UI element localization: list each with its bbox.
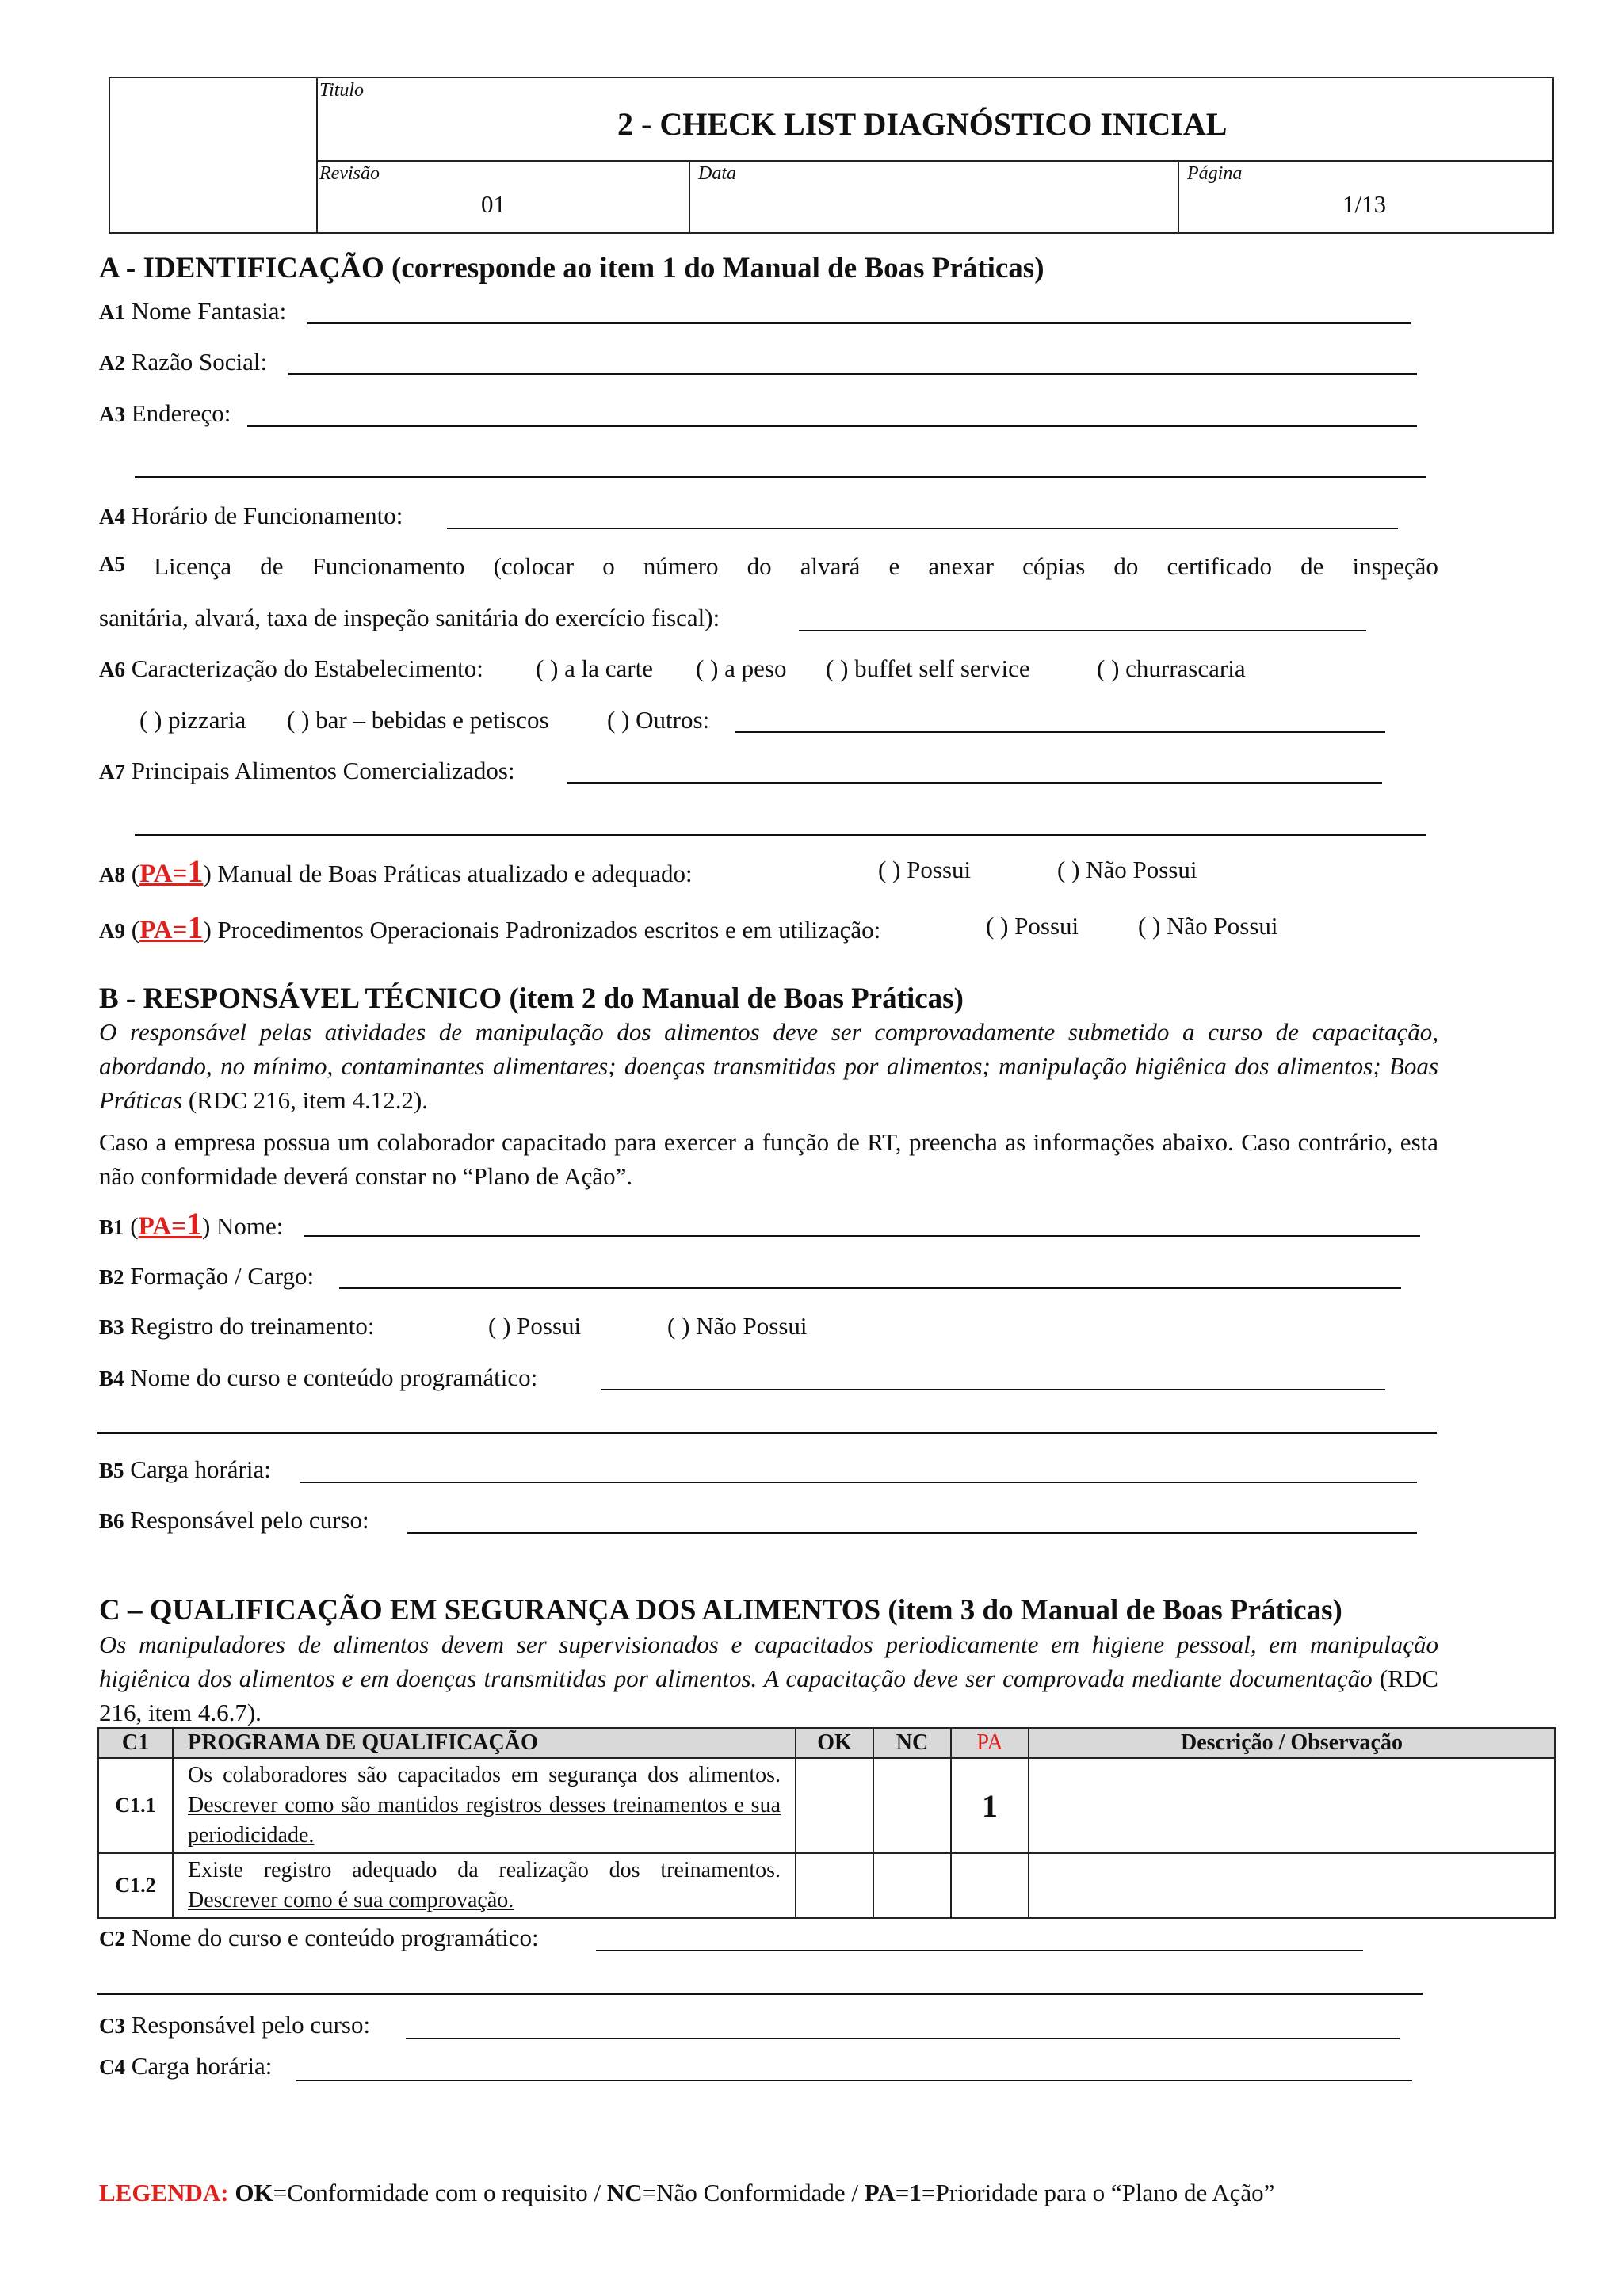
b3-possui-option[interactable]: ( ) Possui <box>488 1312 582 1340</box>
a9-pa-number: 1 <box>187 910 204 945</box>
b1-pa-number: 1 <box>185 1206 202 1241</box>
a5-word: Licença <box>154 552 232 580</box>
legend-nc-desc: =Não Conformidade / <box>642 2179 865 2206</box>
c4-code: C4 <box>99 2055 125 2079</box>
row-description <box>173 1758 796 1853</box>
a7-code: A7 <box>99 760 125 784</box>
section-c-intro-ref: (RDC 216, item 4.6.7). <box>99 1665 1438 1726</box>
b6-row <box>99 1506 369 1535</box>
b4-field[interactable] <box>601 1389 1385 1390</box>
row-nc-cell[interactable] <box>873 1853 951 1918</box>
a1-row <box>99 297 286 326</box>
a1-code: A1 <box>99 300 125 324</box>
a6-option-a-peso[interactable]: ( ) a peso <box>696 654 787 682</box>
b3-label: Registro do treinamento: <box>130 1312 375 1340</box>
b1-priority <box>138 1206 202 1241</box>
col-code-header: C1 <box>98 1728 173 1758</box>
row-instruction: Descrever como são mantidos registros desses treinamentos e sua periodicidade. <box>188 1793 781 1848</box>
a3-field-line2[interactable] <box>135 476 1426 478</box>
section-b-intro-ref: (RDC 216, item 4.12.2). <box>182 1086 429 1114</box>
row-text: Os colaboradores são capacitados em segurança dos alimentos. <box>188 1763 781 1787</box>
a3-field[interactable] <box>247 425 1417 427</box>
section-c-intro <box>99 1627 1438 1730</box>
c4-label: Carga horária: <box>131 2052 273 2080</box>
a9-nao-possui-option[interactable]: ( ) Não Possui <box>1138 912 1278 940</box>
b3-row <box>99 1312 374 1341</box>
section-c-heading: C – QUALIFICAÇÃO EM SEGURANÇA DOS ALIMENTOS (item 3 do Manual de Boas Práticas) <box>99 1594 1342 1627</box>
a9-code: A9 <box>99 919 125 943</box>
a8-possui-option[interactable]: ( ) Possui <box>878 856 972 883</box>
col-program-header: PROGRAMA DE QUALIFICAÇÃO <box>173 1728 796 1758</box>
col-nc-header: NC <box>873 1728 951 1758</box>
a7-label: Principais Alimentos Comercializados: <box>131 757 515 784</box>
a3-label: Endereço: <box>131 399 231 427</box>
a8-priority <box>139 853 204 889</box>
a5-word: inspeção <box>1352 552 1438 580</box>
b2-code: B2 <box>99 1265 124 1289</box>
a6-option-a-la-carte[interactable]: ( ) a la carte <box>536 654 653 682</box>
a5-word: alvará <box>800 552 861 580</box>
b6-field[interactable] <box>407 1532 1417 1534</box>
b4-row <box>99 1363 537 1392</box>
a1-field[interactable] <box>307 322 1411 324</box>
b4-field-line2[interactable] <box>97 1432 1437 1434</box>
a6-option-pizzaria[interactable]: ( ) pizzaria <box>139 706 246 734</box>
a5-line2: sanitária, alvará, taxa de inspeção sanitária do exercício fiscal): <box>99 604 720 631</box>
row-observation-cell[interactable] <box>1029 1758 1555 1853</box>
b4-label: Nome do curso e conteúdo programático: <box>130 1363 538 1391</box>
a9-pa-text: PA= <box>139 916 188 944</box>
row-code: C1.2 <box>98 1853 173 1918</box>
b3-nao-possui-option[interactable]: ( ) Não Possui <box>667 1312 808 1340</box>
legend-ok: OK <box>235 2179 273 2206</box>
a8-code: A8 <box>99 863 125 887</box>
a5-word: número <box>643 552 719 580</box>
a2-code: A2 <box>99 351 125 375</box>
a8-row: A8 (PA=1) Manual de Boas Práticas atualizado e adequado: <box>99 853 693 889</box>
a4-label: Horário de Funcionamento: <box>131 502 403 529</box>
row-nc-cell[interactable] <box>873 1758 951 1853</box>
a8-pa-text: PA= <box>139 860 188 888</box>
logo-cell <box>110 78 318 232</box>
c4-field[interactable] <box>296 2080 1412 2081</box>
a5-word: anexar <box>928 552 994 580</box>
a7-field-line2[interactable] <box>135 834 1426 836</box>
a6-option-outros[interactable]: ( ) Outros: <box>607 706 710 734</box>
b5-field[interactable] <box>300 1482 1417 1483</box>
col-ok-header: OK <box>796 1728 873 1758</box>
legend-pa-desc: Prioridade para o “Plano de Ação” <box>935 2179 1275 2206</box>
a5-word: (colocar <box>493 552 575 580</box>
c3-label: Responsável pelo curso: <box>131 2011 371 2039</box>
a5-field[interactable] <box>799 630 1366 631</box>
b5-row <box>99 1455 271 1484</box>
c2-code: C2 <box>99 1927 125 1951</box>
a6-option-bar[interactable]: ( ) bar – bebidas e petiscos <box>287 706 549 734</box>
c2-label: Nome do curso e conteúdo programático: <box>131 1924 539 1951</box>
row-pa-cell[interactable]: 1 <box>951 1758 1029 1853</box>
a5-row <box>99 552 1438 581</box>
titulo-label: Titulo <box>319 80 365 101</box>
c3-code: C3 <box>99 2014 125 2038</box>
row-description <box>173 1853 796 1918</box>
revisao-label: Revisão <box>319 163 380 184</box>
a9-label: Procedimentos Operacionais Padronizados escritos e em utilização: <box>217 916 881 944</box>
c3-row <box>99 2011 370 2039</box>
c4-row <box>99 2052 272 2081</box>
a6-code: A6 <box>99 658 125 681</box>
legend <box>99 2179 1274 2207</box>
b6-code: B6 <box>99 1509 124 1533</box>
a6-row <box>99 654 483 683</box>
b1-code: B1 <box>99 1215 124 1239</box>
a5-word: o <box>602 552 615 580</box>
a5-word: certificado <box>1167 552 1273 580</box>
b5-code: B5 <box>99 1459 124 1482</box>
section-b-note: Caso a empresa possua um colaborador capacitado para exercer a função de RT, preencha as informações abaixo. Caso contrário, esta não conformidade deverá constar no “Plano de Ação”. <box>99 1128 1438 1190</box>
a9-row: A9 (PA=1) Procedimentos Operacionais Padronizados escritos e em utilização: <box>99 910 881 945</box>
c2-field-line2[interactable] <box>97 1993 1423 1995</box>
a7-field[interactable] <box>567 782 1382 784</box>
revisao-value: 01 <box>481 190 506 218</box>
a5-word: de <box>260 552 284 580</box>
a3-row <box>99 399 231 428</box>
a5-word: de <box>1300 552 1324 580</box>
a5-word: do <box>747 552 772 580</box>
row-text: Existe registro adequado da realização dos treinamentos. <box>188 1858 781 1882</box>
b2-row <box>99 1262 314 1291</box>
a9-possui-option[interactable]: ( ) Possui <box>986 912 1079 940</box>
section-b-heading: B - RESPONSÁVEL TÉCNICO (item 2 do Manual de Boas Práticas) <box>99 982 964 1015</box>
b1-label: Nome: <box>216 1212 284 1240</box>
legend-nc: NC <box>606 2179 643 2206</box>
page-title: 2 - CHECK LIST DIAGNÓSTICO INICIAL <box>617 106 1228 142</box>
a8-pa-number: 1 <box>187 853 204 889</box>
a1-label: Nome Fantasia: <box>131 297 287 325</box>
b4-code: B4 <box>99 1367 124 1390</box>
legend-ok-desc: =Conformidade com o requisito / <box>273 2179 607 2206</box>
section-c-intro-italic: Os manipuladores de alimentos devem ser supervisionados e capacitados periodicamente em higiene pessoal, em manipulação higiênica dos alimentos e em doenças transmitidas por alimentos. A capacitação deve ser comprovada mediante documentação <box>99 1630 1438 1692</box>
table-header-row <box>98 1728 1555 1758</box>
b1-field[interactable] <box>304 1235 1420 1237</box>
a6-label: Caracterização do Estabelecimento: <box>131 654 483 682</box>
a6-outros-field[interactable] <box>735 731 1385 733</box>
a8-label: Manual de Boas Práticas atualizado e adequado: <box>217 860 693 887</box>
a9-priority <box>139 910 204 945</box>
a5-word: cópias <box>1022 552 1086 580</box>
row-code: C1.1 <box>98 1758 173 1853</box>
a7-row <box>99 757 515 785</box>
a2-label: Razão Social: <box>131 348 268 376</box>
a2-row <box>99 348 267 376</box>
row-ok-cell[interactable] <box>796 1758 873 1853</box>
a2-field[interactable] <box>288 373 1417 375</box>
a5-word: Funcionamento <box>311 552 465 580</box>
section-a-heading: A - IDENTIFICAÇÃO (corresponde ao item 1 do Manual de Boas Práticas) <box>99 252 1044 284</box>
a6-option-buffet[interactable]: ( ) buffet self service <box>826 654 1030 682</box>
table-row <box>98 1758 1555 1853</box>
title-cell <box>318 78 1552 162</box>
row-pa-cell[interactable] <box>951 1853 1029 1918</box>
data-label: Data <box>698 163 736 184</box>
a4-field[interactable] <box>447 528 1398 529</box>
b5-label: Carga horária: <box>130 1455 271 1483</box>
b1-row: B1 (PA=1) Nome: <box>99 1206 284 1241</box>
table-row <box>98 1853 1555 1918</box>
row-ok-cell[interactable] <box>796 1853 873 1918</box>
pagina-label: Página <box>1187 163 1243 184</box>
c2-row <box>99 1924 539 1952</box>
revisao-cell <box>318 162 690 232</box>
b2-label: Formação / Cargo: <box>130 1262 315 1290</box>
pagina-value: 1/13 <box>1342 190 1387 218</box>
qualification-table <box>97 1727 1556 1919</box>
a3-code: A3 <box>99 402 125 426</box>
row-instruction: Descrever como é sua comprovação. <box>188 1888 514 1913</box>
b1-pa-text: PA= <box>138 1212 186 1241</box>
a8-nao-possui-option[interactable]: ( ) Não Possui <box>1057 856 1197 883</box>
col-desc-header: Descrição / Observação <box>1029 1728 1555 1758</box>
legend-title: LEGENDA: <box>99 2179 229 2206</box>
pagina-cell <box>1179 162 1552 232</box>
row-observation-cell[interactable] <box>1029 1853 1555 1918</box>
a4-row <box>99 502 403 530</box>
b6-label: Responsável pelo curso: <box>130 1506 369 1534</box>
a5-word: e <box>888 552 900 580</box>
col-pa-header: PA <box>951 1728 1029 1758</box>
c3-field[interactable] <box>406 2038 1400 2039</box>
data-cell <box>690 162 1179 232</box>
document-header <box>109 77 1554 234</box>
a5-code: A5 <box>99 552 125 576</box>
section-b-intro-italic: O responsável pelas atividades de manipulação dos alimentos deve ser comprovadamente submetido a curso de capacitação, abordando, no mínimo, contaminantes alimentares; doenças transmitidas por alimentos; manipulação higiênica dos alimentos; Boas Práticas <box>99 1018 1438 1114</box>
a4-code: A4 <box>99 505 125 528</box>
c2-field[interactable] <box>596 1950 1363 1951</box>
a6-option-churrascaria[interactable]: ( ) churrascaria <box>1097 654 1246 682</box>
b3-code: B3 <box>99 1315 124 1339</box>
b2-field[interactable] <box>339 1287 1401 1289</box>
section-b-intro <box>99 1015 1438 1117</box>
legend-pa: PA=1= <box>864 2179 936 2206</box>
a5-word: do <box>1113 552 1139 580</box>
